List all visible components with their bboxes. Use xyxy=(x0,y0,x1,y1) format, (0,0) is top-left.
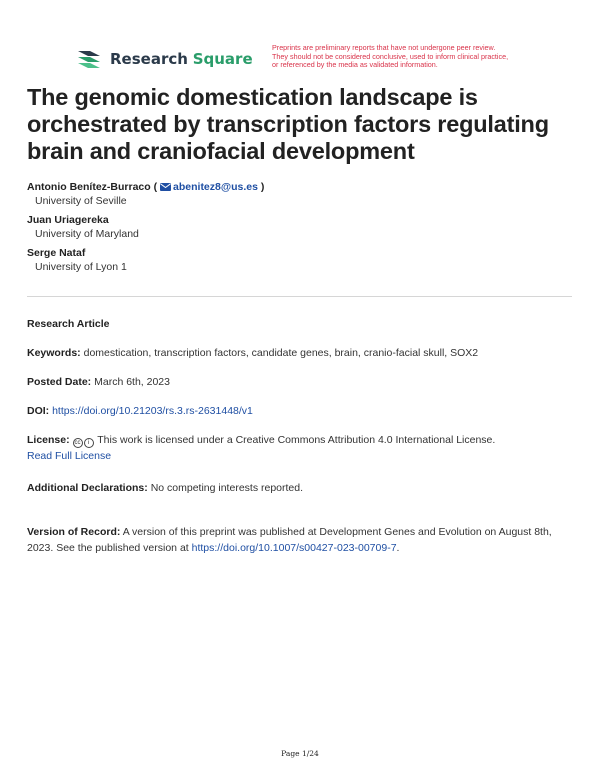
author-email-link[interactable]: abenitez8@us.es xyxy=(173,181,258,193)
doi-line: DOI: https://doi.org/10.21203/rs.3.rs-2631448/v1 xyxy=(27,405,253,417)
author-list xyxy=(27,180,572,279)
author-item: Juan Uriagereka University of Maryland xyxy=(27,213,572,242)
author-affiliation: University of Maryland xyxy=(35,228,139,240)
logo-text: Research Square xyxy=(110,50,253,68)
license-line: License: cc i This work is licensed under a Creative Commons Attribution 4.0 International License. Read Full License xyxy=(27,434,496,462)
author-item: Antonio Benítez-Burraco ( abenitez8@us.es ) University of Seville xyxy=(27,180,572,209)
author-affiliation: University of Seville xyxy=(35,195,127,207)
page-number: Page 1/24 xyxy=(281,749,319,758)
attribution-icon: i xyxy=(84,438,94,448)
version-of-record: Version of Record: A version of this preprint was published at Development Genes and Evolution on August 8th, 2023. See the published version at https://doi.org/10.1007/s00427-023-00709-7. xyxy=(27,526,552,554)
research-square-logo-icon xyxy=(76,48,102,70)
section-divider xyxy=(27,296,572,297)
article-type: Research Article xyxy=(27,318,110,330)
author-affiliation: University of Lyon 1 xyxy=(35,261,127,273)
preprint-disclaimer: Preprints are preliminary reports that have not undergone peer review. They should not be considered conclusive, used to inform clinical practice, or referenced by the media as validated information. xyxy=(272,43,509,69)
paper-title: The genomic domestication landscape is orchestrated by transcription factors regulating brain and craniofacial development xyxy=(27,84,549,164)
author-item: Serge Nataf University of Lyon 1 xyxy=(27,246,572,275)
posted-date-line: Posted Date: March 6th, 2023 xyxy=(27,376,170,388)
declarations-line: Additional Declarations: No competing interests reported. xyxy=(27,482,304,494)
read-full-license-link[interactable]: Read Full License xyxy=(27,450,112,462)
page-header xyxy=(76,44,546,78)
doi-link[interactable]: https://doi.org/10.21203/rs.3.rs-2631448/v1 xyxy=(52,405,253,417)
envelope-icon xyxy=(160,183,171,191)
cc-icon: cc xyxy=(74,440,81,446)
published-version-link[interactable]: https://doi.org/10.1007/s00427-023-00709-7 xyxy=(191,542,397,554)
research-square-logo[interactable] xyxy=(76,48,253,70)
keywords-line: Keywords: domestication, transcription factors, candidate genes, brain, cranio-facial skull, SOX2 xyxy=(27,347,479,359)
